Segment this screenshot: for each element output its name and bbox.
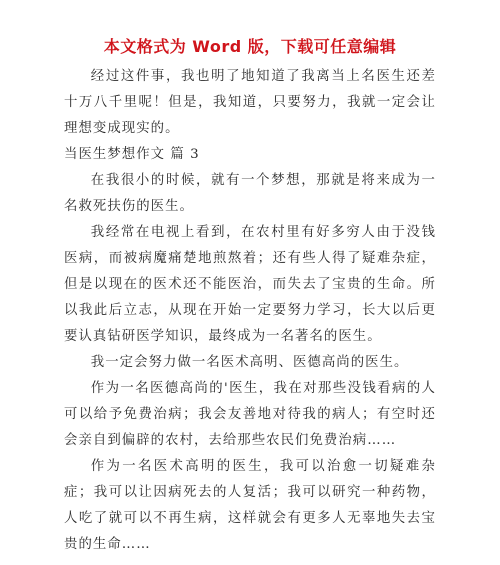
page-header-title: 本文格式为 Word 版，下载可任意编辑: [103, 37, 397, 56]
paragraph-3: 我经常在电视上看到，在农村里有好多穷人由于没钱医病，而被病魔痛楚地煎熬着；还有些人得了疑难杂症，但是以现在的医术还不能医治，而失去了宝贵的生命。所以我此后立志，从现在开始一定要努力学习，长大以后更要认真钻研医学知识，最终成为一名著名的医生。: [64, 225, 436, 344]
paragraph-5: 作为一名医德高尚的'医生，我在对那些没钱看病的人可以给予免费治病；我会友善地对待我的病人；有空时还会亲自到偏辟的农村，去给那些农民们免费治病……: [64, 381, 436, 448]
paragraph-4: 我一定会努力做一名医术高明、医德高尚的医生。: [90, 355, 409, 370]
paragraph-6: 作为一名医术高明的医生，我可以治愈一切疑难杂症；我可以让因病死去的人复活；我可以研究一种药物，人吃了就可以不再生病，这样就会有更多人无辜地失去宝贵的生命……: [64, 459, 436, 552]
paragraph-2: 在我很小的时候，就有一个梦想，那就是将来成为一名救死扶伤的医生。: [64, 173, 436, 214]
section-heading: 当医生梦想作文 篇 3: [64, 147, 200, 162]
paragraph-1: 经过这件事，我也明了地知道了我离当上名医生还差十万八千里呢！但是，我知道，只要努力，我就一定会让理想变成现实的。: [64, 69, 436, 136]
